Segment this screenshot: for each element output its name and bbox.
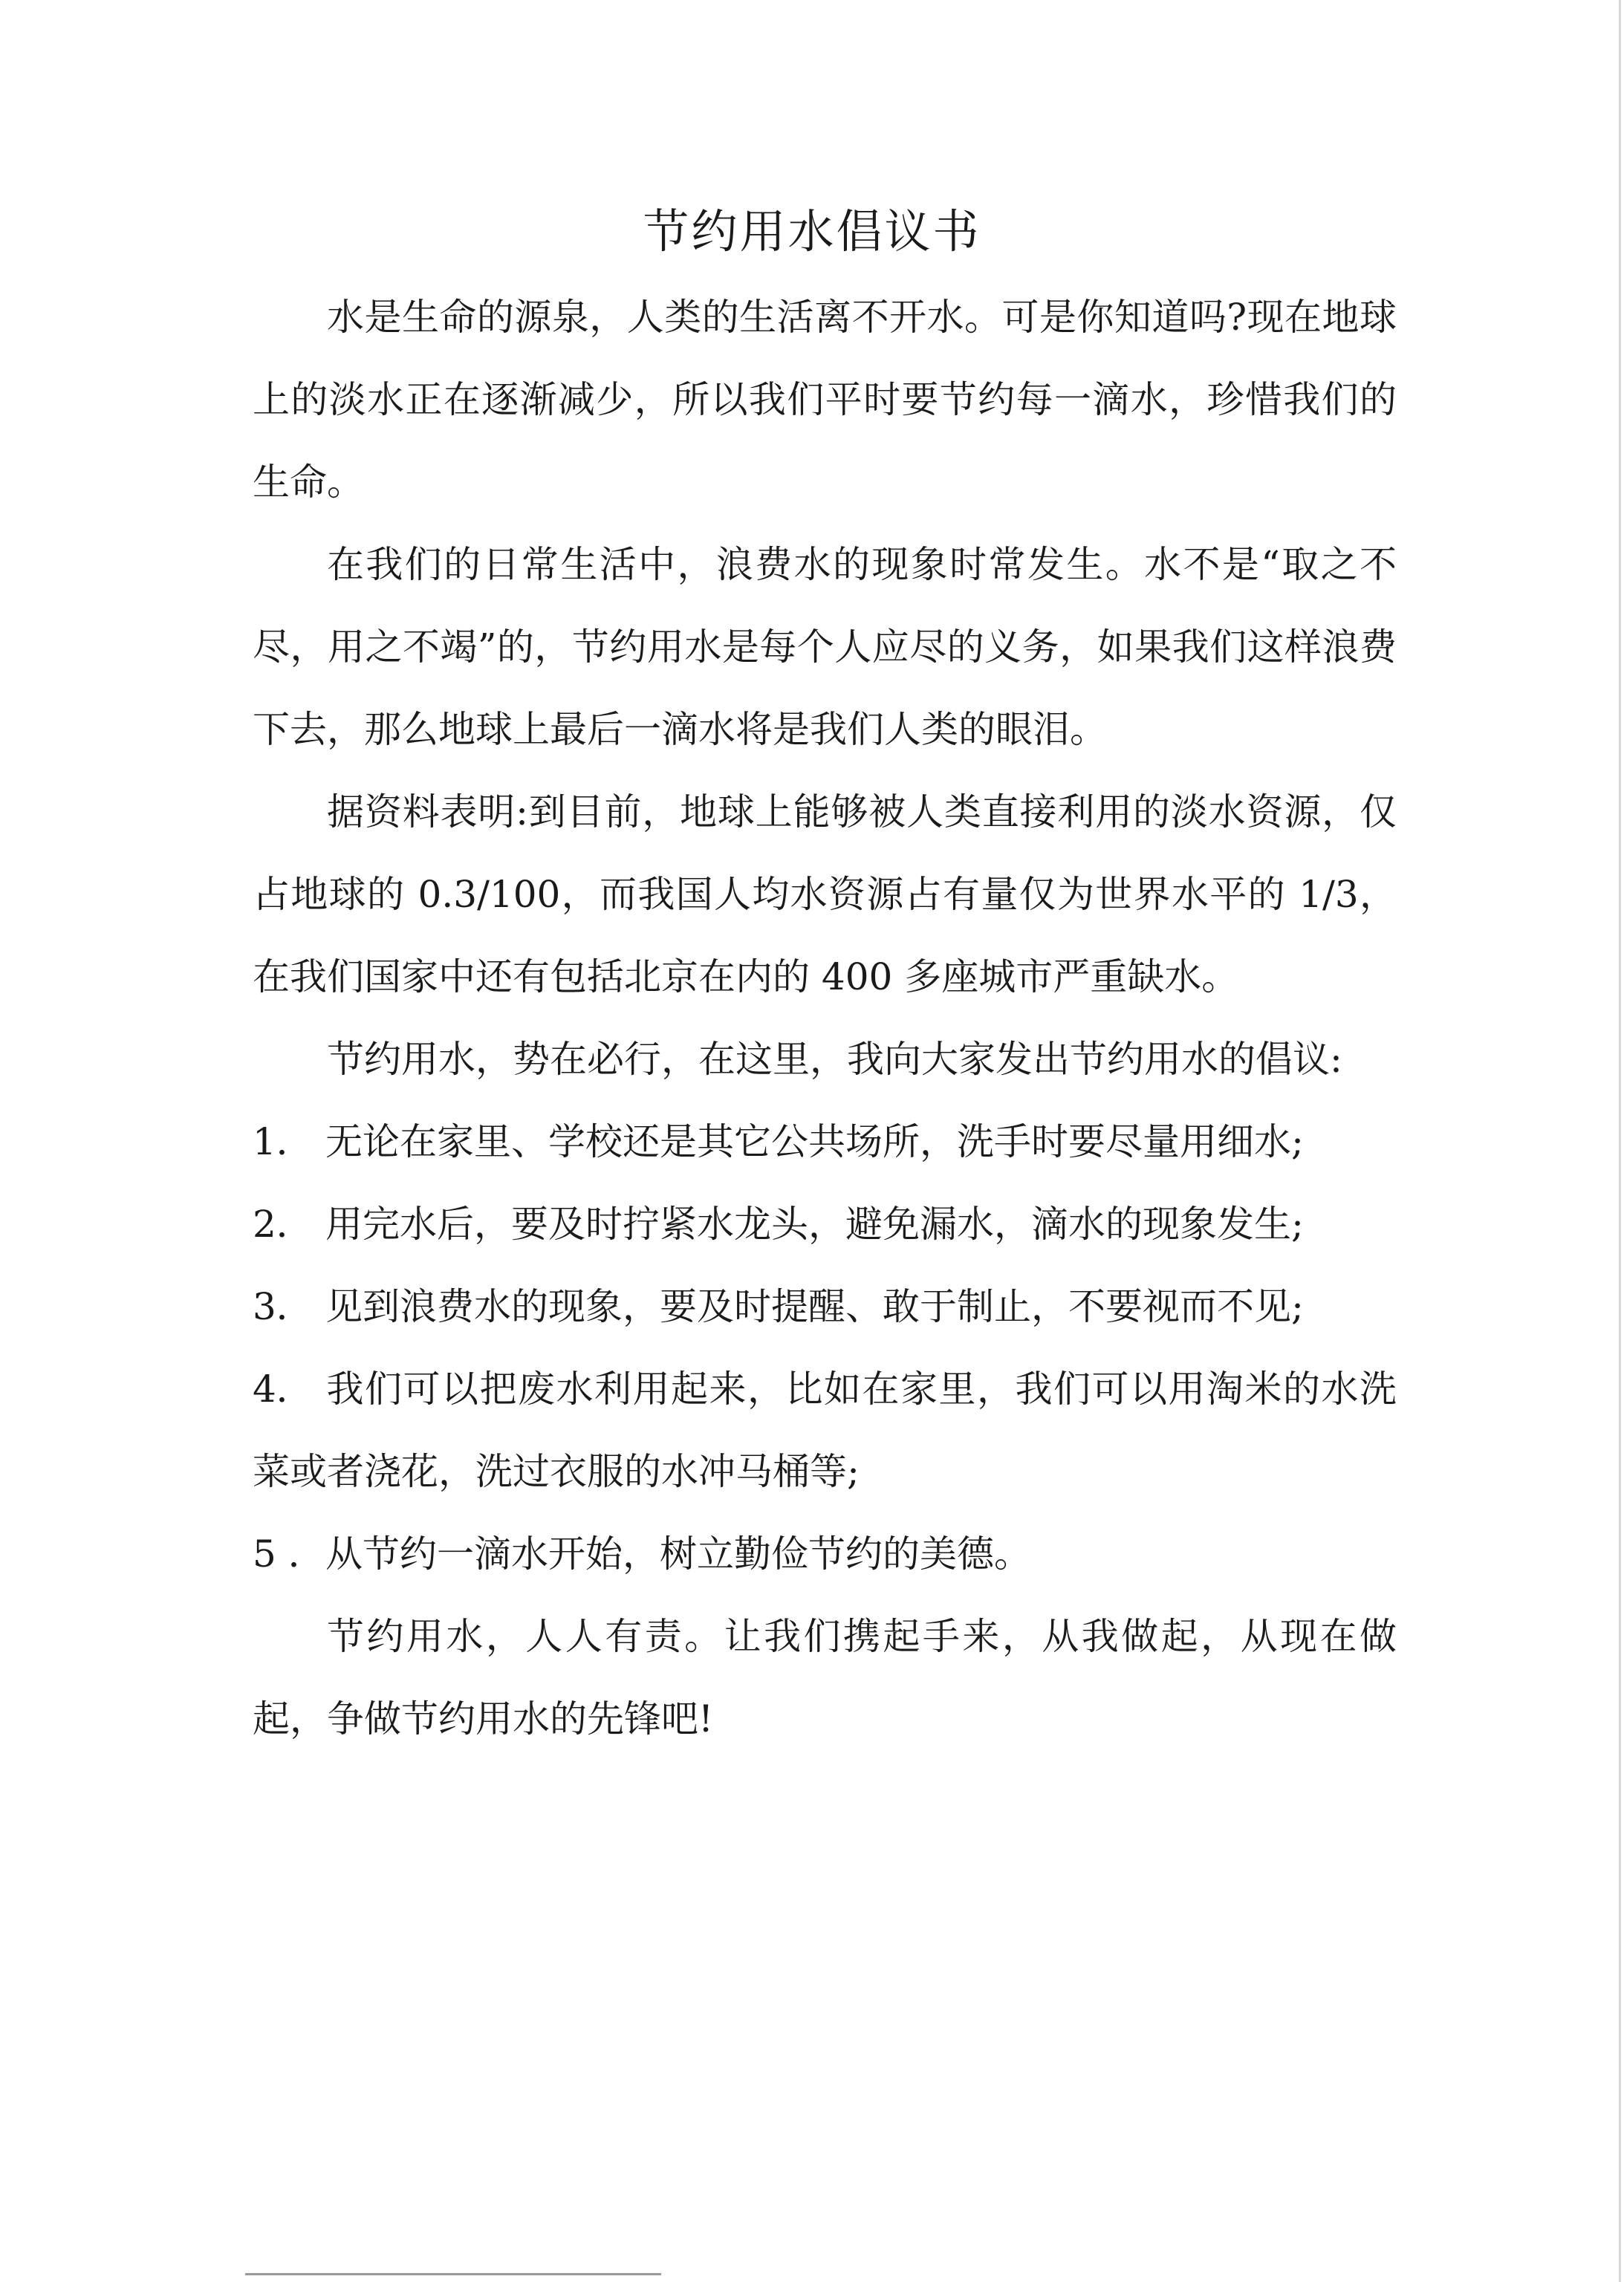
list-item xyxy=(253,1183,1397,1266)
paragraph-waste: 在我们的日常生活中，浪费水的现象时常发生。水不是“取之不尽，用之不竭”的，节约用水是每个人应尽的义务，如果我们这样浪费下去，那么地球上最后一滴水将是我们人类的眼泪。 xyxy=(253,543,1397,751)
list-item xyxy=(253,1348,1397,1513)
list-item-text: 见到浪费水的现象，要及时提醒、敢于制止，不要视而不见; xyxy=(325,1285,1304,1328)
paragraph-closing: 节约用水，人人有责。让我们携起手来，从我做起，从现在做起，争做节约用水的先锋吧! xyxy=(253,1615,1397,1740)
scan-right-edge xyxy=(1619,0,1621,2282)
list-item-number: 4． xyxy=(253,1368,314,1411)
paragraph-intro: 水是生命的源泉，人类的生活离不开水。可是你知道吗?现在地球上的淡水正在逐渐减少，所以我们平时要节约每一滴水，珍惜我们的生命。 xyxy=(253,296,1397,504)
list-item-number: 3． xyxy=(253,1285,314,1328)
paragraph-statistics: 据资料表明:到目前，地球上能够被人类直接利用的淡水资源，仅占地球的 0.3/100，而我国人均水资源占有量仅为世界水平的 1/3，在我们国家中还有包括北京在内的 400 多座城市严重缺水。 xyxy=(253,790,1397,998)
list-item-number: 2． xyxy=(253,1203,314,1246)
scan-edge-line xyxy=(245,2273,661,2275)
list-item-text: 我们可以把废水利用起来，比如在家里，我们可以用淘米的水洗菜或者浇花，洗过衣服的水冲马桶等; xyxy=(253,1368,1397,1493)
paragraph-proposal: 节约用水，势在必行，在这里，我向大家发出节约用水的倡议: xyxy=(327,1038,1342,1081)
document-body xyxy=(253,276,1397,1761)
list-item-number: 1． xyxy=(253,1120,314,1163)
list-item-number: 5 ． xyxy=(253,1532,325,1576)
list-item xyxy=(253,1266,1397,1348)
document-title: 节约用水倡议书 xyxy=(643,204,981,259)
list-item xyxy=(253,1513,1397,1596)
list-item xyxy=(253,1101,1397,1183)
list-item-text: 无论在家里、学校还是其它公共场所，洗手时要尽量用细水; xyxy=(325,1120,1304,1163)
list-item-text: 从节约一滴水开始，树立勤俭节约的美德。 xyxy=(325,1532,1031,1576)
list-item-text: 用完水后，要及时拧紧水龙头，避免漏水，滴水的现象发生; xyxy=(325,1203,1304,1246)
